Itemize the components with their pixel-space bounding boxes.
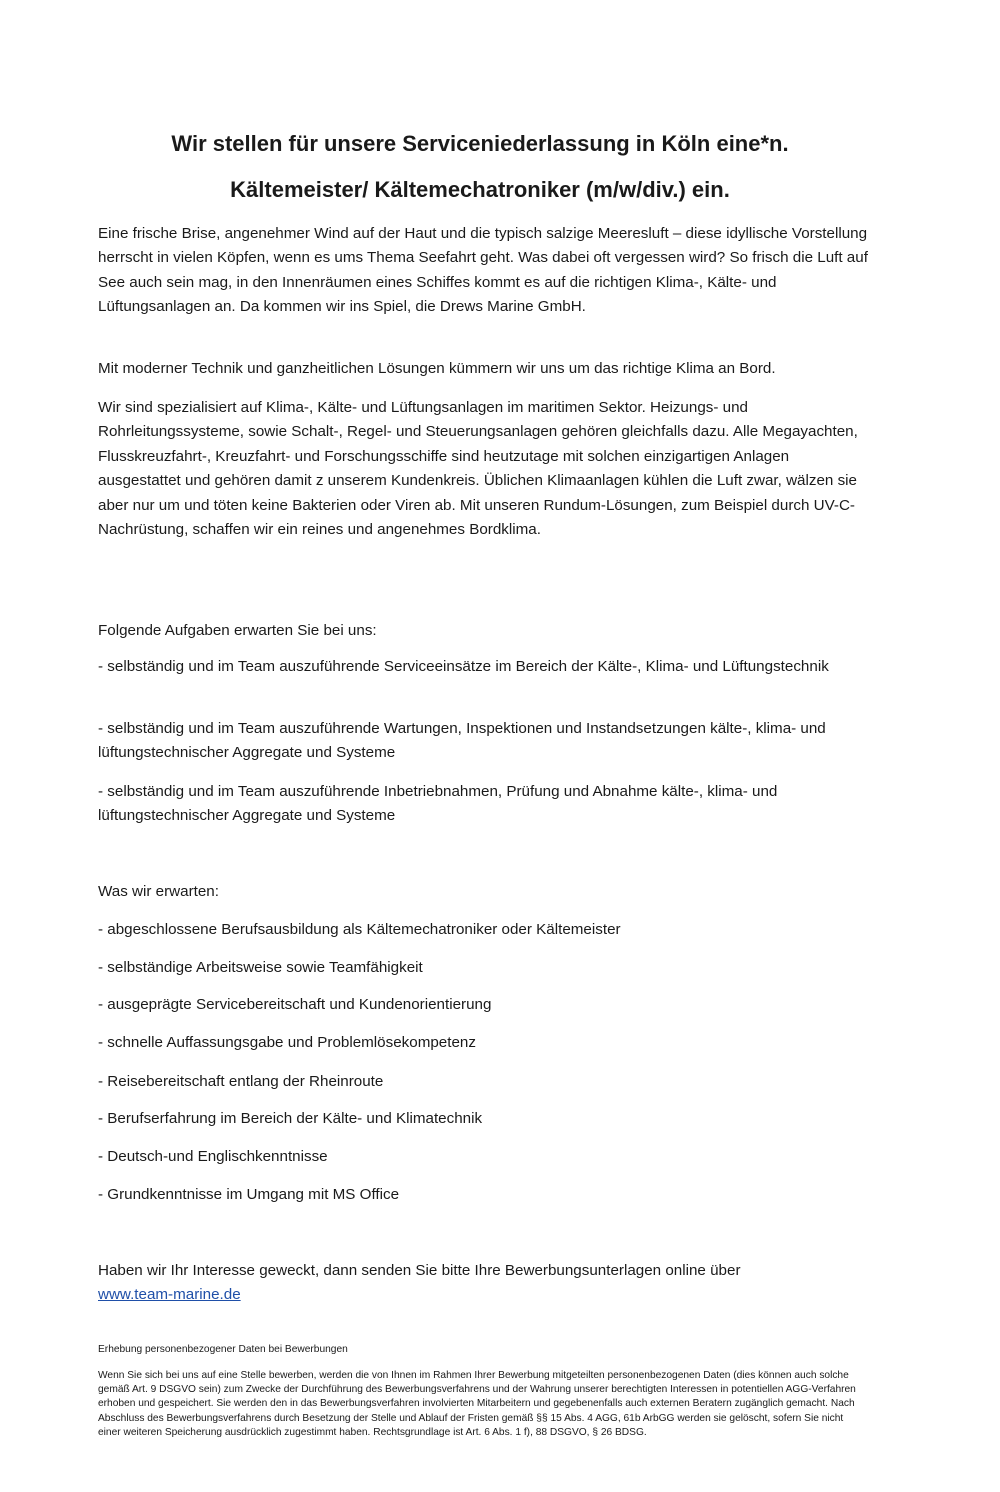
website-link[interactable]: www.team-marine.de	[98, 1286, 241, 1304]
intro-paragraph-3: Wir sind spezialisiert auf Klima-, Kälte- und Lüftungsanlagen im maritimen Sektor. Heizungs- und Rohrleitungssysteme, sowie Schalt-, Regel- und Steuerungsanlagen gehören gleichfalls dazu. Alle Megayachten, Flusskreuzfahrt-, Kreuzfahrt- und Forschungsschiffe sind heutzutage mit solchen einzigartigen Anlagen ausgestattet und gehören damit z unserem Kundenkreis. Üblichen Klimaanlagen kühlen die Luft zwar, wälzen sie aber nur um und töten keine Bakterien oder Viren ab. Mit unseren Rundum-Lösungen, zum Beispiel durch UV-C-Nachrüstung, schaffen wir ein reines und angenehmes Bordklima.	[98, 399, 858, 539]
requirements-heading: Was wir erwarten:	[98, 883, 219, 900]
intro-paragraph-1: Eine frische Brise, angenehmer Wind auf der Haut und die typisch salzige Meeresluft – diese idyllische Vorstellung herrscht in vielen Köpfen, wenn es ums Thema Seefahrt geht. Was dabei oft vergessen wird? So frisch die Luft auf See auch sein mag, in den Innenräumen eines Schiffes kommt es auf die richtigen Klima-, Kälte- und Lüftungsanlagen an. Da kommen wir ins Spiel, die Drews Marine GmbH.	[98, 225, 868, 316]
requirement-item: - abgeschlossene Berufsausbildung als Kältemechatroniker oder Kältemeister	[98, 921, 621, 938]
requirement-item: - Deutsch-und Englischkenntnisse	[98, 1148, 328, 1165]
page-title-line-2: Kältemeister/ Kältemechatroniker (m/w/div.) ein.	[230, 177, 730, 202]
requirement-item: - selbständige Arbeitsweise sowie Teamfähigkeit	[98, 959, 423, 976]
privacy-text: Wenn Sie sich bei uns auf eine Stelle bewerben, werden die von Ihnen im Rahmen Ihrer Bewerbung mitgeteilten personenbezogenen Daten (dies können auch solche gemäß Art. 9 DSGVO sein) zum Zwecke der Durchführung des Bewerbungsverfahrens und der Wahrung unserer berechtigten Interessen in potentiellen AGG-Verfahren erhoben und gespeichert. Sie werden den in das Bewerbungsverfahren involvierten Mitarbeitern und gegebenenfalls auch externen Beratern zugänglich gemacht. Nach Abschluss des Bewerbungsverfahrens durch Besetzung der Stelle und Ablauf der Fristen gemäß §§ 15 Abs. 4 AGG, 61b ArbGG werden sie gelöscht, sofern Sie nicht einer weiteren Speicherung ausdrücklich zugestimmt haben. Rechtsgrundlage ist Art. 6 Abs. 1 f), 88 DSGVO, § 26 BDSG.	[98, 1370, 856, 1438]
tasks-heading: Folgende Aufgaben erwarten Sie bei uns:	[98, 622, 377, 639]
closing-paragraph	[98, 1259, 868, 1308]
requirement-item: - schnelle Auffassungsgabe und Problemlösekompetenz	[98, 1034, 476, 1051]
requirement-item: - ausgeprägte Servicebereitschaft und Kundenorientierung	[98, 996, 492, 1013]
requirement-item: - Berufserfahrung im Bereich der Kälte- und Klimatechnik	[98, 1110, 483, 1127]
requirement-item: - Reisebereitschaft entlang der Rheinroute	[98, 1073, 384, 1090]
task-item: - selbständig und im Team auszuführende Serviceeinsätze im Bereich der Kälte-, Klima- und Lüftungstechnik	[98, 658, 829, 675]
task-item: - selbständig und im Team auszuführende Inbetriebnahmen, Prüfung und Abnahme kälte-, klima- und lüftungstechnischer Aggregate und Systeme	[98, 783, 778, 825]
requirement-item: - Grundkenntnisse im Umgang mit MS Office	[98, 1186, 400, 1203]
page-title-line-1: Wir stellen für unsere Serviceniederlassung in Köln eine*n.	[171, 131, 789, 156]
task-item: - selbständig und im Team auszuführende Wartungen, Inspektionen und Instandsetzungen kälte-, klima- und lüftungstechnischer Aggregate und Systeme	[98, 720, 826, 762]
privacy-heading: Erhebung personenbezogener Daten bei Bewerbungen	[98, 1344, 348, 1355]
closing-text: Haben wir Ihr Interesse geweckt, dann senden Sie bitte Ihre Bewerbungsunterlagen online über	[98, 1262, 741, 1279]
intro-paragraph-2: Mit moderner Technik und ganzheitlichen Lösungen kümmern wir uns um das richtige Klima an Bord.	[98, 360, 776, 377]
